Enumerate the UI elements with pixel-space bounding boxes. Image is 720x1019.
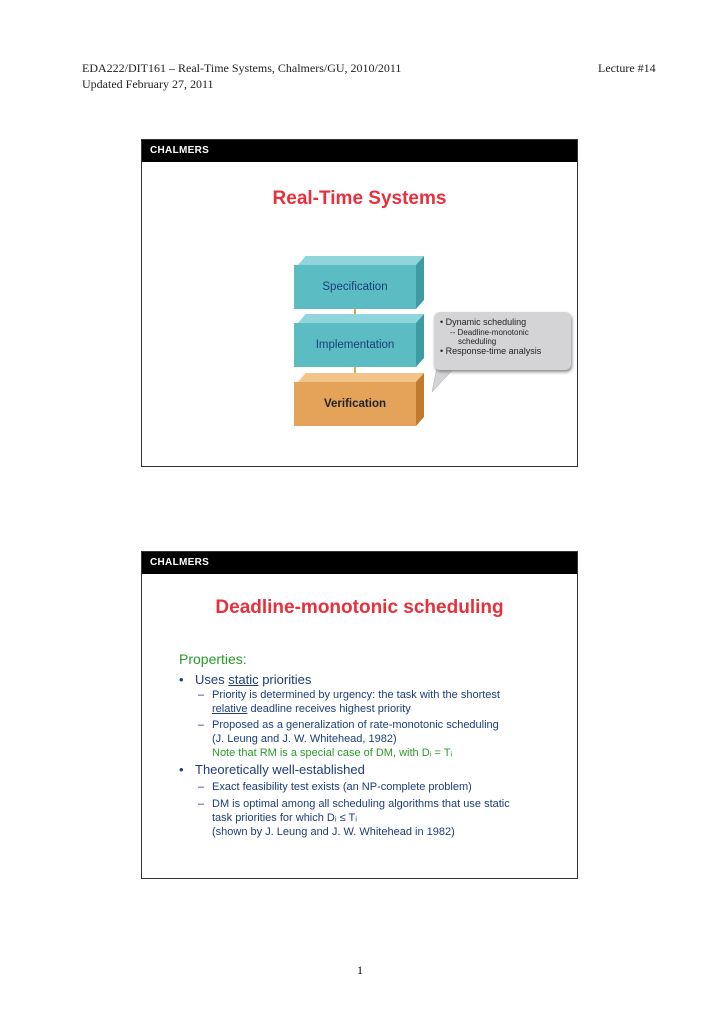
bullet-dot: • [179,762,184,777]
spec-box-side [416,256,424,309]
slide-2-title: Deadline-monotonic scheduling [215,597,504,618]
verif-box-top [298,373,424,382]
bubble-line-2: -- Deadline-monotonic [450,328,529,337]
sub2-line1: Proposed as a generalization of rate-monotonic scheduling [212,719,499,731]
sub2-note: Note that RM is a special case of DM, with Dᵢ = Tᵢ [212,747,453,759]
course-header: EDA222/DIT161 – Real-Time Systems, Chalmers/GU, 2010/2011 [82,61,402,75]
bubble-line-4: • Response-time analysis [440,346,542,356]
specification-box: Specification [294,265,416,309]
sub4-line2: task priorities for which Dᵢ ≤ Tᵢ [212,812,357,824]
properties-heading: Properties: [179,651,247,667]
dash: – [198,689,205,701]
spec-box-top [298,256,424,265]
sub1-line2 [212,702,510,716]
impl-box-top [298,314,424,323]
slide-1-title: Real-Time Systems [272,188,447,209]
verification-box: Verification [294,382,416,426]
sub-feasibility [195,780,510,794]
sub4-line1: DM is optimal among all scheduling algorithms that use static [212,798,510,810]
sub3-line1: Exact feasibility test exists (an NP-complete problem) [212,781,472,793]
lecture-number: Lecture #14 [598,61,656,75]
bubble-line-3: scheduling [458,337,497,346]
page-number: 1 [357,963,363,977]
chalmers-bar-2: CHALMERS [142,552,577,574]
dash: – [198,798,205,810]
bullet-dot: • [179,672,184,687]
dash: – [198,781,205,793]
bullet2-text: Theoretically well-established [195,762,365,777]
sub4-line3: (shown by J. Leung and J. W. Whitehead in 1982) [212,826,455,838]
bullet1-static: static [228,672,259,687]
bullet1-pre: Uses [195,672,229,687]
callout-bubble [434,312,571,370]
bullet-static-priorities [179,671,510,688]
slide-2-content [179,651,510,839]
bullet-well-established [179,761,510,778]
sub1-line2-rest: deadline receives highest priority [247,703,411,715]
bubble-line-1: • Dynamic scheduling [440,317,527,327]
sub1-line1: Priority is determined by urgency: the task with the shortest [212,689,500,701]
sub-dm-optimal [195,797,510,839]
verif-box-side [416,373,424,426]
dash: – [198,719,205,731]
sub2-line2: (J. Leung and J. W. Whitehead, 1982) [212,733,397,745]
slide-1 [141,139,578,467]
updated-date: Updated February 27, 2011 [82,77,214,91]
slide-2 [141,551,578,879]
implementation-box: Implementation [294,323,416,367]
sub-priority-urgency [195,688,510,716]
impl-box-side [416,314,424,367]
bullet1-post: priorities [258,672,312,687]
sub-generalization [195,718,510,760]
sub1-relative: relative [212,703,248,715]
chalmers-bar: CHALMERS [142,140,577,162]
